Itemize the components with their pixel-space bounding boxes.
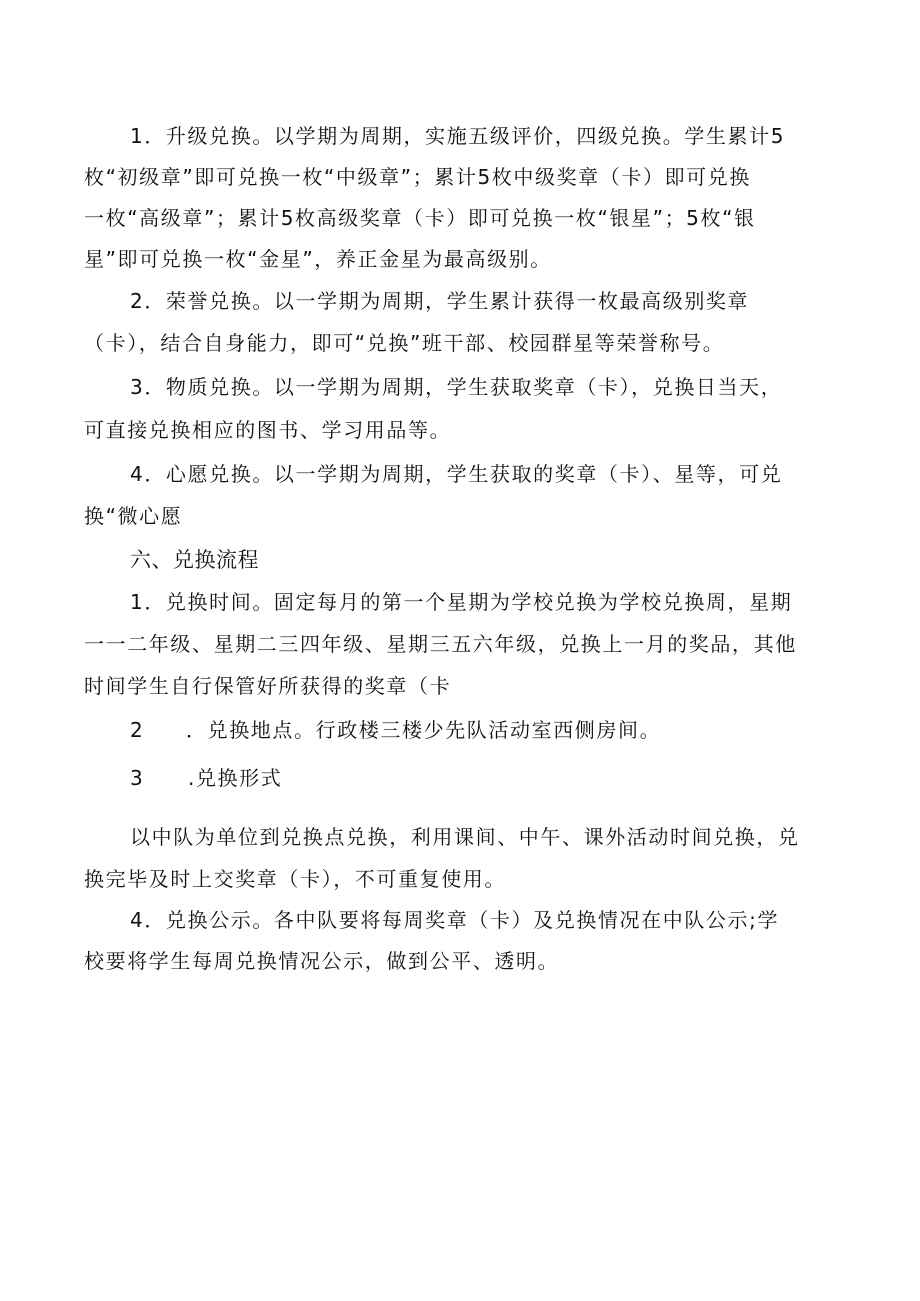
item1-line3: 一枚“高级章”；累计5枚高级奖章（卡）即可兑换一枚“银星”；5枚“银: [84, 206, 756, 230]
proc3-number: 3: [130, 766, 145, 790]
proc2-text: ．兑换地点。行政楼三楼少先队活动室西侧房间。: [186, 718, 662, 742]
item3-line2: 可直接兑换相应的图书、学习用品等。: [84, 418, 452, 442]
item3-line1: 3．物质兑换。以一学期为周期，学生获取奖章（卡），兑换日当天，: [130, 375, 783, 399]
proc1-line3: 时间学生自行保管好所获得的奖章（卡: [84, 674, 452, 698]
proc3-body-line1: 以中队为单位到兑换点兑换，利用课间、中午、课外活动时间兑换，兑: [130, 825, 800, 849]
section-6-heading: 六、兑换流程: [130, 548, 259, 572]
proc1-line2: 一一二年级、星期二三四年级、星期三五六年级，兑换上一月的奖品，其他: [84, 632, 797, 656]
proc1-line1: 1．兑换时间。固定每月的第一个星期为学校兑换为学校兑换周，星期: [130, 590, 793, 614]
proc3-body-line2: 换完毕及时上交奖章（卡），不可重复使用。: [84, 867, 506, 891]
item1-line1: 1．升级兑换。以学期为周期，实施五级评价，四级兑换。学生累计5: [130, 124, 786, 148]
proc2-number: 2: [130, 718, 145, 742]
proc3-text: .兑换形式: [188, 766, 283, 790]
item4-line2: 换“微心愿: [84, 504, 183, 528]
proc4-line1: 4．兑换公示。各中队要将每周奖章（卡）及兑换情况在中队公示;学: [130, 908, 780, 932]
proc4-line2: 校要将学生每周兑换情况公示，做到公平、透明。: [84, 949, 560, 973]
item1-line2: 枚“初级章”即可兑换一枚“中级章”；累计5枚中级奖章（卡）即可兑换: [84, 165, 751, 189]
item1-line4: 星”即可兑换一枚“金星”，养正金星为最高级别。: [84, 247, 552, 271]
item2-line1: 2．荣誉兑换。以一学期为周期，学生累计获得一枚最高级别奖章: [130, 289, 750, 313]
item2-line2: （卡），结合自身能力，即可“兑换”班干部、校园群星等荣誉称号。: [84, 331, 725, 355]
item4-line1: 4．心愿兑换。以一学期为周期，学生获取的奖章（卡）、星等，可兑: [130, 462, 783, 486]
